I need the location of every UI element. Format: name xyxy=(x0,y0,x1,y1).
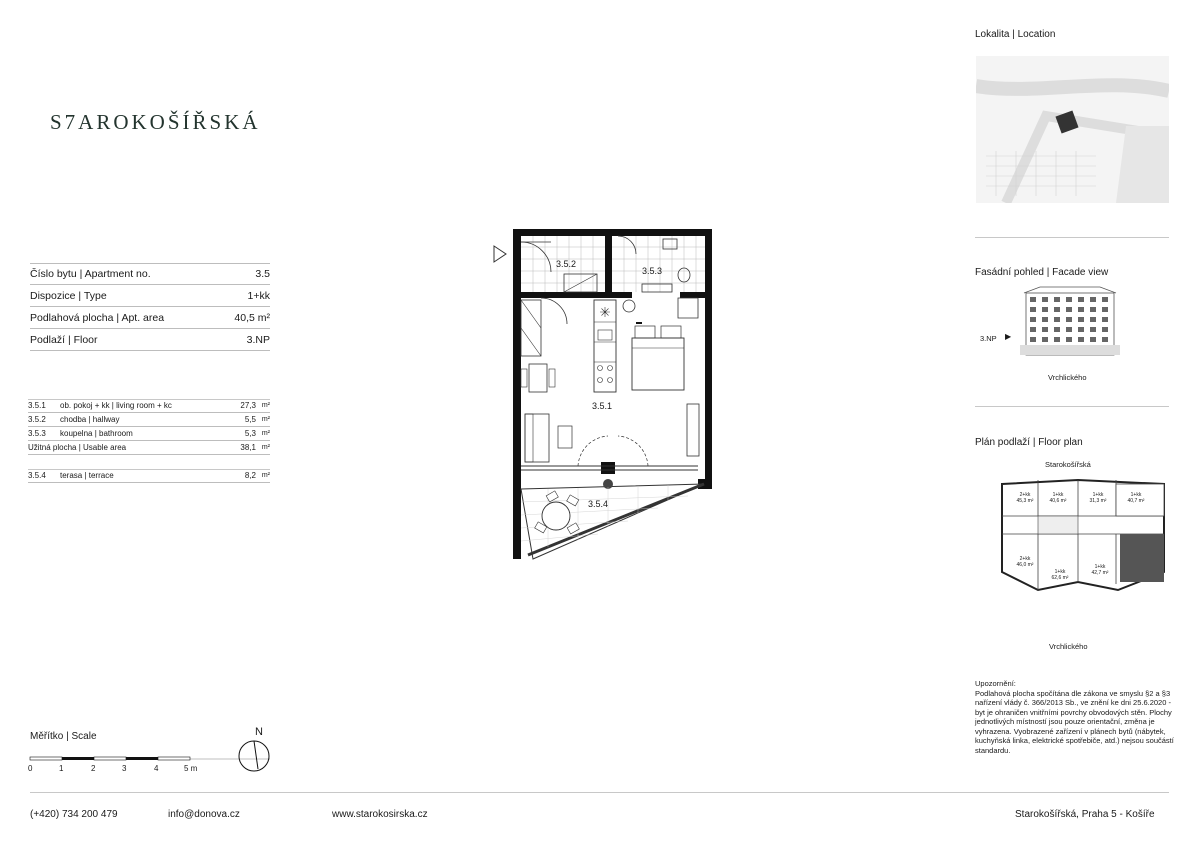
room-area: 5,3 xyxy=(244,429,256,438)
usable-area-row xyxy=(28,441,270,455)
scale-tick: 0 xyxy=(28,764,33,773)
room-label-hallway: 3.5.2 xyxy=(556,259,577,269)
info-row-type xyxy=(30,285,270,307)
footer-phone[interactable]: (+420) 734 200 479 xyxy=(30,809,118,820)
unit-label xyxy=(1013,556,1037,568)
location-map xyxy=(976,56,1169,203)
unit-label xyxy=(1048,569,1072,581)
room-area: 8,2 xyxy=(244,471,256,480)
scale-title: Měřítko | Scale xyxy=(30,731,97,742)
unit-type: 1+kk xyxy=(1130,492,1142,498)
brand-logo: S7AROKOŠÍŘSKÁ xyxy=(50,110,261,134)
unit-type: 2+kk xyxy=(1019,492,1031,498)
scale-tick: 5 m xyxy=(184,764,198,773)
facade-view xyxy=(1020,285,1120,365)
footer-email[interactable]: info@donova.cz xyxy=(168,809,240,820)
room-no: 3.5.1 xyxy=(28,401,46,410)
notice-block xyxy=(975,679,1175,755)
notice-text: Podlahová plocha spočítána dle zákona ve smyslu §2 a §3 nařízení vlády č. 366/2013 Sb., ve znění ke dni 25.6.2020 - byt je ohraničen vnitřními povrchy obvodových stěn. Plochy jednotlivých místností jsou pouze orientační, změna je vyhrazena. Vyobrazené zařízení v plánech bytů (nábytek, kuchyňská linka, elektrické spotřebiče, atd.) nejsou součástí standardu. xyxy=(975,688,1174,755)
room-unit: m² xyxy=(261,472,270,479)
scale-tick: 2 xyxy=(91,764,96,773)
info-row-area xyxy=(30,307,270,329)
room-no: 3.5.3 xyxy=(28,429,46,438)
facade-floor-marker: 3.NP xyxy=(980,334,997,343)
unit-type: 1+kk xyxy=(1052,492,1064,498)
info-value: 3.5 xyxy=(255,268,270,280)
room-label-terrace: 3.5.4 xyxy=(588,499,609,509)
room-name: chodba | hallway xyxy=(60,415,120,424)
unit-area: 31,3 m² xyxy=(1089,498,1107,504)
unit-label xyxy=(1086,492,1110,504)
room-label-living: 3.5.1 xyxy=(592,401,613,411)
footer-divider xyxy=(30,792,1169,793)
room-name: ob. pokoj + kk | living room + kc xyxy=(60,401,172,410)
room-label-bathroom: 3.5.3 xyxy=(642,266,663,276)
scale-tick: 1 xyxy=(59,764,64,773)
room-unit: m² xyxy=(261,416,270,423)
room-unit: m² xyxy=(261,430,270,437)
room-area: 5,5 xyxy=(244,415,256,424)
location-title: Lokalita | Location xyxy=(975,29,1056,40)
info-label: Dispozice | Type xyxy=(30,289,107,302)
divider xyxy=(975,406,1169,407)
footer-address: Starokošířská, Praha 5 - Košíře xyxy=(1015,809,1155,820)
room-area: 27,3 xyxy=(240,401,256,410)
north-label: N xyxy=(255,726,263,738)
room-no: 3.5.4 xyxy=(28,471,46,480)
info-value: 40,5 m² xyxy=(234,311,270,324)
unit-area: 62,6 m² xyxy=(1051,575,1069,581)
info-label: Číslo bytu | Apartment no. xyxy=(30,268,151,280)
scale-tick: 4 xyxy=(154,764,159,773)
unit-label xyxy=(1088,564,1112,576)
info-value: 3.NP xyxy=(246,333,270,346)
room-unit: m² xyxy=(261,402,270,409)
unit-area: 42,7 m² xyxy=(1091,570,1109,576)
facade-title: Fasádní pohled | Facade view xyxy=(975,267,1109,278)
divider xyxy=(975,237,1169,238)
unit-type: 2+kk xyxy=(1019,556,1031,562)
room-row xyxy=(28,399,270,413)
usable-unit: m² xyxy=(261,444,270,451)
floorplan-street-bottom: Vrchlického xyxy=(1049,642,1088,651)
unit-type: 1+kk xyxy=(1094,564,1106,570)
east-wall xyxy=(705,229,712,479)
unit-label xyxy=(1124,492,1148,504)
room-name: koupelna | bathroom xyxy=(60,429,133,438)
unit-type: 1+kk xyxy=(1092,492,1104,498)
info-label: Podlaží | Floor xyxy=(30,333,98,346)
footer-website[interactable]: www.starokosirska.cz xyxy=(332,809,428,820)
room-no: 3.5.2 xyxy=(28,415,46,424)
unit-type: 1+kk xyxy=(1054,569,1066,575)
notice-title: Upozornění: xyxy=(975,679,1016,688)
usable-label: Užitná plocha | Usable area xyxy=(28,443,127,452)
room-row xyxy=(28,427,270,441)
facade-street: Vrchlického xyxy=(1048,373,1087,382)
unit-area: 40,7 m² xyxy=(1127,498,1145,504)
west-wall xyxy=(513,229,521,559)
north-arrow-icon xyxy=(236,738,272,774)
apartment-floor-plan xyxy=(488,222,748,572)
unit-area: 45,3 m² xyxy=(1016,498,1034,504)
floor-plan-overview xyxy=(998,472,1168,597)
info-value: 1+kk xyxy=(247,289,270,302)
terrace-row xyxy=(28,469,270,483)
room-name: terasa | terrace xyxy=(60,471,114,480)
info-label: Podlahová plocha | Apt. area xyxy=(30,311,165,324)
room-row xyxy=(28,413,270,427)
unit-label xyxy=(1046,492,1070,504)
info-row-floor xyxy=(30,329,270,351)
unit-area: 40,6 m² xyxy=(1049,498,1067,504)
arrow-right-icon: ▶ xyxy=(1005,332,1012,341)
floorplan-title: Plán podlaží | Floor plan xyxy=(975,437,1083,448)
unit-label xyxy=(1013,492,1037,504)
unit-area: 46,0 m² xyxy=(1016,562,1034,568)
info-row-apartment-no xyxy=(30,263,270,285)
usable-area: 38,1 xyxy=(240,443,256,452)
scale-tick: 3 xyxy=(122,764,127,773)
floorplan-street-top: Starokošířská xyxy=(1045,460,1091,469)
